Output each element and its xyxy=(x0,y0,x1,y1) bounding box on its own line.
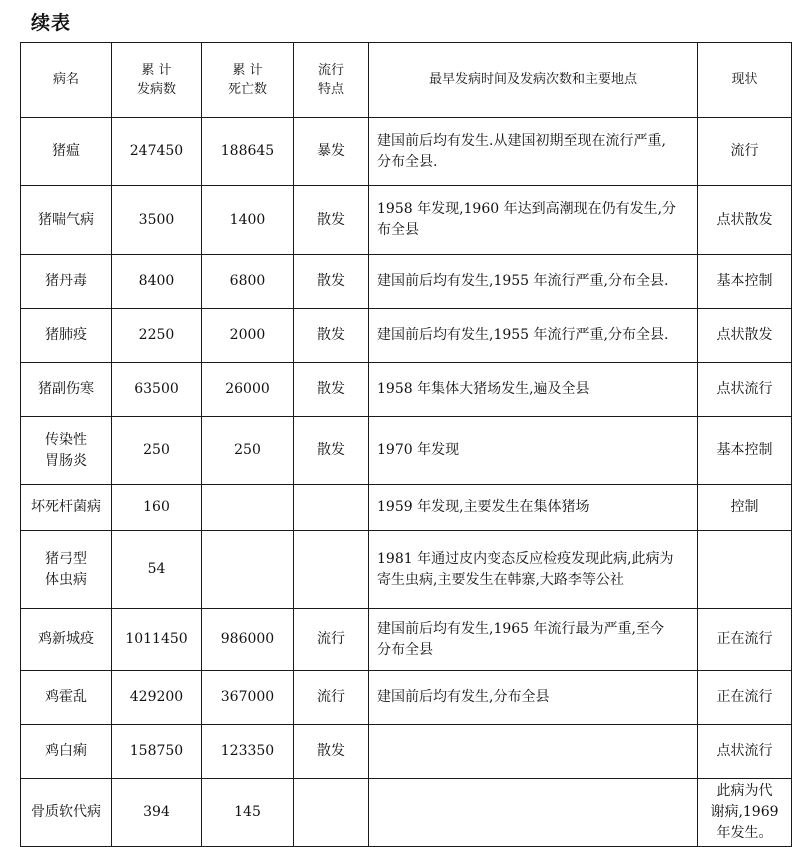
disease-name-cell xyxy=(21,779,112,847)
cell-text: 传染性 xyxy=(45,431,87,448)
cell-text: 建国前后均有发生,1955 年流行严重,分布全县. xyxy=(377,273,669,289)
status-cell xyxy=(698,363,792,417)
description-cell xyxy=(369,485,698,531)
status-cell xyxy=(698,531,792,609)
cell-text: 1400 xyxy=(229,211,266,228)
cell-text: 63500 xyxy=(134,381,179,397)
disease-name-cell xyxy=(21,186,112,255)
cell-text: 坏死杆菌病 xyxy=(31,499,101,515)
cell-text: 986000 xyxy=(220,631,275,647)
header-row xyxy=(21,43,792,118)
cell-text: 暴发 xyxy=(317,143,345,159)
disease-statistics-table xyxy=(20,42,792,847)
cell-text: 250 xyxy=(143,442,170,458)
cell-text: 骨质软代病 xyxy=(31,804,101,820)
cell-text: 基本控制 xyxy=(716,273,773,289)
cell-text: 散发 xyxy=(317,211,345,228)
cell-text: 394 xyxy=(143,804,170,820)
table-row xyxy=(21,186,792,255)
cell-text: 点状流行 xyxy=(716,743,773,759)
description-cell xyxy=(369,363,698,417)
cases-cell xyxy=(112,485,202,531)
cell-text: 鸡白痢 xyxy=(45,743,87,759)
cell-text: 猪瘟 xyxy=(52,143,80,159)
deaths-cell xyxy=(202,417,294,485)
description-cell xyxy=(369,609,698,671)
cell-text: 控制 xyxy=(730,499,759,515)
cell-text: 250 xyxy=(234,442,261,458)
cell-text: 散发 xyxy=(317,381,345,397)
cell-text: 160 xyxy=(143,499,170,515)
cell-text: 建国前后均有发生.从建国初期至现在流行严重, xyxy=(377,132,666,149)
status-cell xyxy=(698,417,792,485)
cell-text: 流行 xyxy=(317,689,345,705)
cases-cell xyxy=(112,255,202,309)
description-cell xyxy=(369,417,698,485)
table-row xyxy=(21,531,792,609)
disease-name-cell xyxy=(21,363,112,417)
deaths-cell xyxy=(202,118,294,186)
table-row xyxy=(21,609,792,671)
cell-text: 建国前后均有发生,1965 年流行最为严重,至今 xyxy=(377,620,664,637)
cell-text: 54 xyxy=(147,561,166,577)
table-caption: 续表 xyxy=(31,12,72,34)
status-cell xyxy=(698,485,792,531)
deaths-cell xyxy=(202,671,294,725)
deaths-cell xyxy=(202,255,294,309)
cell-text: 2250 xyxy=(138,327,175,343)
disease-name-cell xyxy=(21,417,112,485)
trait-cell xyxy=(294,671,369,725)
status-cell xyxy=(698,186,792,255)
status-cell xyxy=(698,309,792,363)
status-cell xyxy=(698,779,792,847)
cell-text: 1959 年发现,主要发生在集体猪场 xyxy=(377,499,590,515)
disease-name-cell xyxy=(21,485,112,531)
cell-text: 体虫病 xyxy=(45,571,87,588)
cell-text: 188645 xyxy=(220,143,275,159)
disease-name-cell xyxy=(21,725,112,779)
disease-name-cell xyxy=(21,671,112,725)
deaths-cell xyxy=(202,609,294,671)
cases-cell xyxy=(112,531,202,609)
cell-text: 1958 年集体大猪场发生,遍及全县 xyxy=(377,381,590,397)
cell-text: 胃肠炎 xyxy=(45,452,87,469)
trait-cell xyxy=(294,118,369,186)
cases-cell xyxy=(112,118,202,186)
cell-text: 谢病,1969 xyxy=(710,804,779,820)
trait-cell xyxy=(294,725,369,779)
table-body xyxy=(21,118,792,847)
cell-text: 布全县 xyxy=(377,222,419,238)
cell-text: 建国前后均有发生,分布全县 xyxy=(377,689,550,705)
cell-text: 1958 年发现,1960 年达到高潮现在仍有发生,分 xyxy=(377,201,677,217)
cell-text: 此病为代 xyxy=(716,783,773,799)
cell-text: 建国前后均有发生,1955 年流行严重,分布全县. xyxy=(377,327,669,343)
cell-text: 123350 xyxy=(220,743,275,759)
cell-text: 猪肺疫 xyxy=(45,327,87,343)
trait-cell xyxy=(294,255,369,309)
cell-text: 分布全县 xyxy=(377,641,433,658)
trait-cell xyxy=(294,779,369,847)
cell-text: 鸡新城疫 xyxy=(38,631,94,647)
disease-name-cell xyxy=(21,255,112,309)
cell-text: 正在流行 xyxy=(716,689,773,705)
table-header xyxy=(21,43,792,118)
cell-text: 26000 xyxy=(225,381,270,397)
deaths-cell xyxy=(202,485,294,531)
table-row xyxy=(21,779,792,847)
cell-text: 寄生虫病,主要发生在韩寨,大路李等公社 xyxy=(377,571,624,588)
table-row xyxy=(21,671,792,725)
cases-cell xyxy=(112,186,202,255)
status-cell xyxy=(698,118,792,186)
cell-text: 散发 xyxy=(317,273,345,289)
cell-text: 点状散发 xyxy=(716,211,773,228)
description-cell xyxy=(369,309,698,363)
cell-text: 散发 xyxy=(317,327,345,343)
cell-text: 猪丹毒 xyxy=(45,273,87,289)
trait-cell xyxy=(294,186,369,255)
cell-text: 猪副伤寒 xyxy=(38,381,94,397)
cell-text: 158750 xyxy=(129,743,184,759)
header-status: 现状 xyxy=(698,43,792,118)
cases-cell xyxy=(112,363,202,417)
disease-name-cell xyxy=(21,309,112,363)
cell-text: 鸡霍乱 xyxy=(45,689,87,705)
cell-text: 429200 xyxy=(129,689,184,705)
cases-cell xyxy=(112,671,202,725)
table-row xyxy=(21,255,792,309)
cell-text: 8400 xyxy=(138,273,175,289)
cell-text: 流行 xyxy=(730,143,759,159)
trait-cell xyxy=(294,609,369,671)
trait-cell xyxy=(294,417,369,485)
cell-text: 1981 年通过皮内变态反应检疫发现此病,此病为 xyxy=(377,550,674,567)
cell-text: 点状散发 xyxy=(716,327,773,343)
cell-text: 145 xyxy=(234,804,261,820)
cell-text: 2000 xyxy=(229,327,266,343)
cell-text: 247450 xyxy=(129,143,184,159)
description-cell xyxy=(369,255,698,309)
description-cell xyxy=(369,186,698,255)
table-row xyxy=(21,485,792,531)
cases-cell xyxy=(112,417,202,485)
description-cell xyxy=(369,725,698,779)
header-deaths: 累 计 死亡数 xyxy=(202,43,294,118)
description-cell xyxy=(369,118,698,186)
disease-name-cell xyxy=(21,609,112,671)
description-cell xyxy=(369,531,698,609)
trait-cell xyxy=(294,485,369,531)
deaths-cell xyxy=(202,725,294,779)
cases-cell xyxy=(112,779,202,847)
cases-cell xyxy=(112,725,202,779)
table-row xyxy=(21,363,792,417)
description-cell xyxy=(369,671,698,725)
cell-text: 猪弓型 xyxy=(45,550,87,567)
cases-cell xyxy=(112,309,202,363)
deaths-cell xyxy=(202,309,294,363)
deaths-cell xyxy=(202,186,294,255)
cell-text: 散发 xyxy=(317,442,345,458)
status-cell xyxy=(698,609,792,671)
deaths-cell xyxy=(202,531,294,609)
trait-cell xyxy=(294,531,369,609)
cell-text: 分布全县. xyxy=(377,153,438,170)
header-cases: 累 计 发病数 xyxy=(112,43,202,118)
trait-cell xyxy=(294,363,369,417)
cell-text: 猪喘气病 xyxy=(38,211,94,228)
cell-text: 3500 xyxy=(138,211,175,228)
status-cell xyxy=(698,671,792,725)
deaths-cell xyxy=(202,363,294,417)
cell-text: 正在流行 xyxy=(716,631,773,647)
cell-text: 散发 xyxy=(317,743,345,759)
cell-text: 基本控制 xyxy=(716,442,773,458)
header-name: 病名 xyxy=(21,43,112,118)
table-row xyxy=(21,417,792,485)
header-trait: 流行 特点 xyxy=(294,43,369,118)
table-row xyxy=(21,118,792,186)
cell-text: 年发生。 xyxy=(716,825,773,841)
trait-cell xyxy=(294,309,369,363)
cell-text: 6800 xyxy=(229,273,266,289)
cell-text: 1011450 xyxy=(125,631,188,647)
disease-name-cell xyxy=(21,118,112,186)
deaths-cell xyxy=(202,779,294,847)
disease-name-cell xyxy=(21,531,112,609)
cell-text: 1970 年发现 xyxy=(377,442,460,458)
cell-text: 流行 xyxy=(317,631,345,647)
description-cell xyxy=(369,779,698,847)
table-row xyxy=(21,725,792,779)
cell-text: 367000 xyxy=(220,689,275,705)
cell-text: 点状流行 xyxy=(716,381,773,397)
cases-cell xyxy=(112,609,202,671)
table-row xyxy=(21,309,792,363)
status-cell xyxy=(698,255,792,309)
header-desc: 最早发病时间及发病次数和主要地点 xyxy=(369,43,698,118)
status-cell xyxy=(698,725,792,779)
